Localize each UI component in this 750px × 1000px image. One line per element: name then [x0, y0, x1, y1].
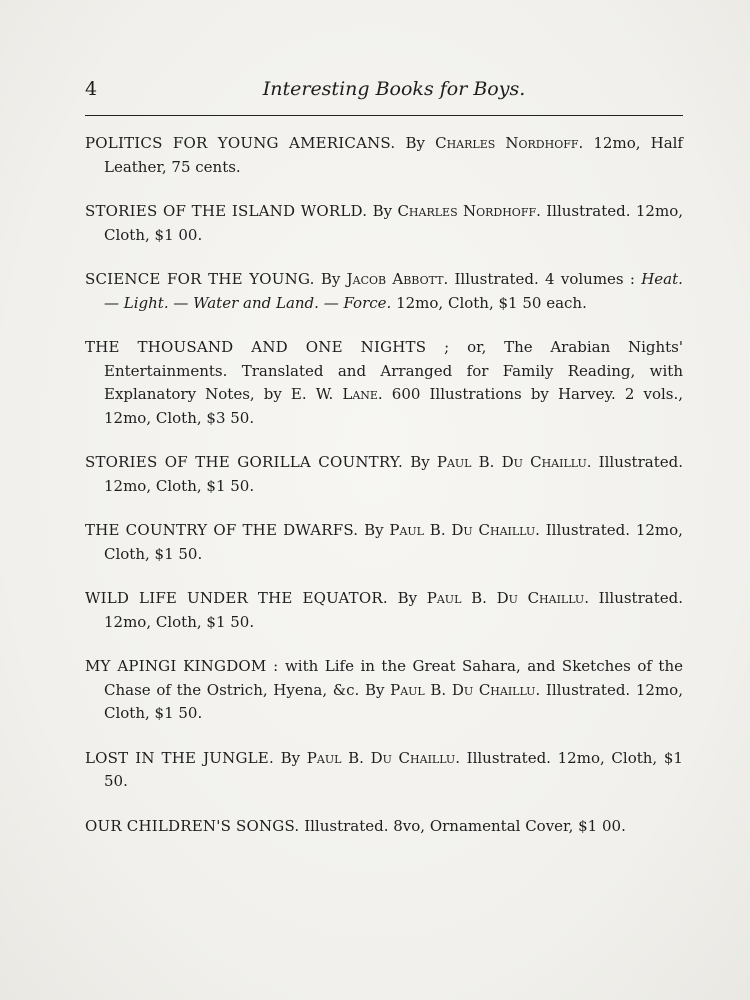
book-details: 600 Illustrations by Harvey. 2 vols., 12mo, Cloth, $3 50. — [104, 385, 684, 427]
book-title: WILD LIFE UNDER THE EQUATOR. — [85, 589, 388, 607]
book-author: Charles Nordhoff. — [435, 134, 584, 152]
book-list — [85, 132, 683, 838]
book-author: Paul B. Du Chaillu. — [426, 589, 589, 607]
book-entry — [85, 587, 683, 634]
book-entry — [85, 451, 683, 498]
book-author: Jacob Abbott. — [346, 270, 449, 288]
book-title: STORIES OF THE GORILLA COUNTRY. — [85, 453, 404, 471]
book-title: THE COUNTRY OF THE DWARFS. — [85, 521, 359, 539]
book-title: OUR CHILDREN'S SONGS. — [85, 816, 300, 835]
book-subtitle: with Life in the Great Sahara, and Sketches of the Chase of the Ostrich, Hyena, &c. — [104, 657, 683, 699]
book-entry — [85, 815, 683, 839]
header-rule — [85, 115, 683, 116]
book-details: Illustrated. 12mo, Cloth, $1 50. — [104, 748, 683, 790]
book-editor: E. W. Lane. — [290, 385, 383, 403]
running-title: Interesting Books for Boys. — [262, 78, 526, 100]
book-entry — [85, 132, 683, 179]
book-title: POLITICS FOR YOUNG AMERICANS. — [85, 134, 396, 152]
book-details: Illustrated. 12mo, Cloth, $1 50. — [104, 521, 683, 563]
page-number: 4 — [85, 78, 98, 100]
book-details: Illustrated. 4 volumes : — [454, 270, 635, 288]
by-word: By — [364, 521, 384, 539]
book-author: Paul B. Du Chaillu. — [436, 453, 592, 471]
by-word: By — [397, 589, 418, 607]
book-details: Illustrated. 12mo, Cloth, $1 00. — [104, 202, 683, 244]
book-author: Paul B. Du Chaillu. — [390, 680, 541, 699]
book-details: 12mo, Cloth, $1 50 each. — [396, 293, 587, 312]
book-title: STORIES OF THE ISLAND WORLD. — [85, 202, 368, 220]
by-word: By — [410, 453, 430, 471]
book-author: Paul B. Du Chaillu. — [306, 748, 460, 767]
by-word: By — [280, 748, 301, 767]
book-details: 12mo, Half Leather, 75 cents. — [104, 134, 683, 176]
by-word: By — [364, 680, 385, 699]
page-header — [85, 76, 683, 106]
book-entry — [85, 519, 683, 566]
book-entry — [85, 200, 683, 247]
book-subtitle: or, The Arabian Nights' Entertainments. Translated and Arranged for Family Reading, with Explanatory Notes, by — [104, 338, 683, 403]
book-details: Illustrated. 12mo, Cloth, $1 50. — [104, 680, 683, 722]
volume-list: Heat. — Light. — Water and Land. — Force. — [104, 270, 683, 312]
by-word: By — [372, 202, 393, 220]
book-details: Illustrated. 8vo, Ornamental Cover, $1 00. — [304, 816, 626, 835]
by-word: By — [405, 134, 425, 152]
book-entry — [85, 268, 683, 315]
book-entry — [85, 655, 683, 726]
book-title: SCIENCE FOR THE YOUNG. — [85, 270, 315, 288]
book-author: Charles Nordhoff. — [397, 202, 541, 220]
book-title: MY APINGI KINGDOM : — [85, 657, 279, 675]
book-title: THE THOUSAND AND ONE NIGHTS ; — [85, 338, 450, 356]
book-details: Illustrated. 12mo, Cloth, $1 50. — [104, 589, 683, 631]
by-word: By — [320, 270, 341, 288]
book-details: Illustrated. 12mo, Cloth, $1 50. — [104, 453, 683, 495]
book-entry — [85, 336, 683, 430]
book-entry — [85, 747, 683, 794]
book-title: LOST IN THE JUNGLE. — [85, 748, 274, 767]
book-author: Paul B. Du Chaillu. — [389, 521, 540, 539]
